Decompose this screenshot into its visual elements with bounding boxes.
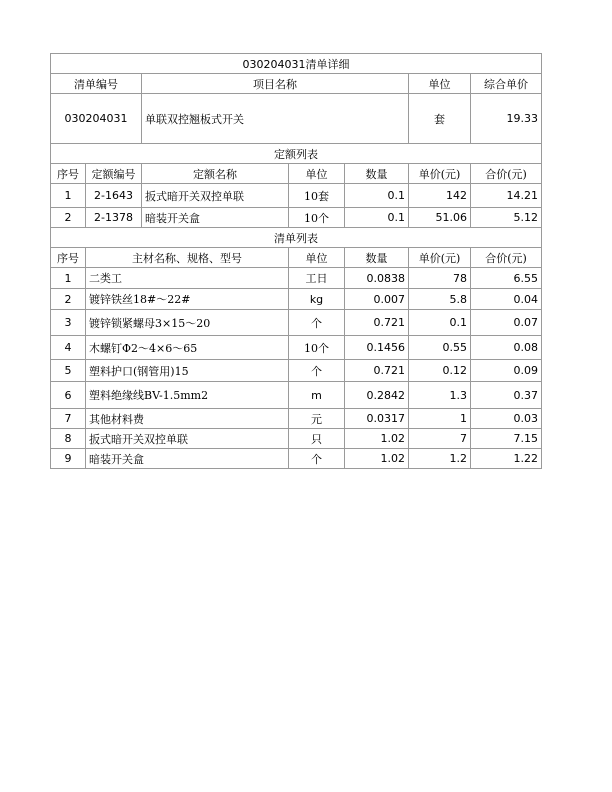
material-unit: 个 bbox=[289, 360, 345, 382]
bill-detail-table bbox=[50, 53, 542, 469]
quota-name-header: 定额名称 bbox=[142, 164, 289, 184]
bill-unit: 套 bbox=[409, 94, 471, 144]
material-price: 0.12 bbox=[409, 360, 471, 382]
material-row bbox=[51, 336, 542, 360]
material-name: 镀锌铁丝18#～22# bbox=[86, 289, 289, 310]
quota-section-row bbox=[51, 144, 542, 164]
material-idx: 7 bbox=[51, 409, 86, 429]
quota-qty-header: 数量 bbox=[345, 164, 409, 184]
material-total: 7.15 bbox=[471, 429, 542, 449]
material-qty: 0.1456 bbox=[345, 336, 409, 360]
material-unit: kg bbox=[289, 289, 345, 310]
material-unit: 个 bbox=[289, 449, 345, 469]
material-total: 0.07 bbox=[471, 310, 542, 336]
material-name: 木螺钉Φ2～4×6～65 bbox=[86, 336, 289, 360]
material-idx: 2 bbox=[51, 289, 86, 310]
material-row bbox=[51, 449, 542, 469]
material-qty: 0.007 bbox=[345, 289, 409, 310]
material-name: 暗装开关盒 bbox=[86, 449, 289, 469]
material-name: 其他材料费 bbox=[86, 409, 289, 429]
material-idx: 1 bbox=[51, 268, 86, 289]
bill-unit-header: 单位 bbox=[409, 74, 471, 94]
title-row bbox=[51, 54, 542, 74]
material-total: 1.22 bbox=[471, 449, 542, 469]
material-price: 1.2 bbox=[409, 449, 471, 469]
material-section-title: 清单列表 bbox=[51, 228, 542, 248]
material-name: 扳式暗开关双控单联 bbox=[86, 429, 289, 449]
quota-idx: 2 bbox=[51, 208, 86, 228]
material-row bbox=[51, 360, 542, 382]
material-qty: 0.0317 bbox=[345, 409, 409, 429]
material-qty-header: 数量 bbox=[345, 248, 409, 268]
material-price: 0.1 bbox=[409, 310, 471, 336]
bill-price-header: 综合单价 bbox=[471, 74, 542, 94]
material-qty: 1.02 bbox=[345, 449, 409, 469]
bill-code-header: 清单编号 bbox=[51, 74, 142, 94]
material-qty: 0.0838 bbox=[345, 268, 409, 289]
quota-section-title: 定额列表 bbox=[51, 144, 542, 164]
material-total: 0.03 bbox=[471, 409, 542, 429]
quota-unit: 10个 bbox=[289, 208, 345, 228]
material-price: 1.3 bbox=[409, 382, 471, 409]
material-name: 塑料护口(钢管用)15 bbox=[86, 360, 289, 382]
material-name-header: 主材名称、规格、型号 bbox=[86, 248, 289, 268]
material-unit-header: 单位 bbox=[289, 248, 345, 268]
material-price: 0.55 bbox=[409, 336, 471, 360]
quota-price: 142 bbox=[409, 184, 471, 208]
material-row bbox=[51, 409, 542, 429]
bill-header-row bbox=[51, 74, 542, 94]
quota-row bbox=[51, 208, 542, 228]
material-row bbox=[51, 310, 542, 336]
bill-name-header: 项目名称 bbox=[142, 74, 409, 94]
material-unit: 元 bbox=[289, 409, 345, 429]
material-unit: m bbox=[289, 382, 345, 409]
bill-name: 单联双控翘板式开关 bbox=[142, 94, 409, 144]
quota-price-header: 单价(元) bbox=[409, 164, 471, 184]
material-section-row bbox=[51, 228, 542, 248]
quota-code-header: 定额编号 bbox=[86, 164, 142, 184]
material-qty: 0.721 bbox=[345, 310, 409, 336]
material-row bbox=[51, 429, 542, 449]
quota-unit: 10套 bbox=[289, 184, 345, 208]
quota-name: 扳式暗开关双控单联 bbox=[142, 184, 289, 208]
material-name: 塑料绝缘线BV-1.5mm2 bbox=[86, 382, 289, 409]
quota-code: 2-1378 bbox=[86, 208, 142, 228]
quota-header-row bbox=[51, 164, 542, 184]
material-name: 镀锌锁紧螺母3×15～20 bbox=[86, 310, 289, 336]
material-total: 6.55 bbox=[471, 268, 542, 289]
material-idx: 3 bbox=[51, 310, 86, 336]
material-total-header: 合价(元) bbox=[471, 248, 542, 268]
material-row bbox=[51, 268, 542, 289]
material-price: 78 bbox=[409, 268, 471, 289]
quota-unit-header: 单位 bbox=[289, 164, 345, 184]
material-idx: 5 bbox=[51, 360, 86, 382]
material-idx: 8 bbox=[51, 429, 86, 449]
material-qty: 0.721 bbox=[345, 360, 409, 382]
material-price: 1 bbox=[409, 409, 471, 429]
material-header-row bbox=[51, 248, 542, 268]
material-unit: 工日 bbox=[289, 268, 345, 289]
material-qty: 0.2842 bbox=[345, 382, 409, 409]
material-unit: 个 bbox=[289, 310, 345, 336]
quota-total: 14.21 bbox=[471, 184, 542, 208]
material-price: 7 bbox=[409, 429, 471, 449]
material-price-header: 单价(元) bbox=[409, 248, 471, 268]
quota-idx-header: 序号 bbox=[51, 164, 86, 184]
bill-price: 19.33 bbox=[471, 94, 542, 144]
quota-qty: 0.1 bbox=[345, 208, 409, 228]
material-total: 0.09 bbox=[471, 360, 542, 382]
material-total: 0.08 bbox=[471, 336, 542, 360]
material-row bbox=[51, 382, 542, 409]
material-unit: 10个 bbox=[289, 336, 345, 360]
quota-name: 暗装开关盒 bbox=[142, 208, 289, 228]
bill-data-row bbox=[51, 94, 542, 144]
quota-total-header: 合价(元) bbox=[471, 164, 542, 184]
quota-qty: 0.1 bbox=[345, 184, 409, 208]
material-idx: 9 bbox=[51, 449, 86, 469]
quota-code: 2-1643 bbox=[86, 184, 142, 208]
material-idx: 4 bbox=[51, 336, 86, 360]
material-idx-header: 序号 bbox=[51, 248, 86, 268]
material-total: 0.37 bbox=[471, 382, 542, 409]
material-total: 0.04 bbox=[471, 289, 542, 310]
material-price: 5.8 bbox=[409, 289, 471, 310]
material-unit: 只 bbox=[289, 429, 345, 449]
material-idx: 6 bbox=[51, 382, 86, 409]
material-qty: 1.02 bbox=[345, 429, 409, 449]
material-row bbox=[51, 289, 542, 310]
sheet-title: 030204031清单详细 bbox=[51, 54, 542, 74]
material-name: 二类工 bbox=[86, 268, 289, 289]
quota-row bbox=[51, 184, 542, 208]
quota-total: 5.12 bbox=[471, 208, 542, 228]
quota-price: 51.06 bbox=[409, 208, 471, 228]
quota-idx: 1 bbox=[51, 184, 86, 208]
bill-code: 030204031 bbox=[51, 94, 142, 144]
